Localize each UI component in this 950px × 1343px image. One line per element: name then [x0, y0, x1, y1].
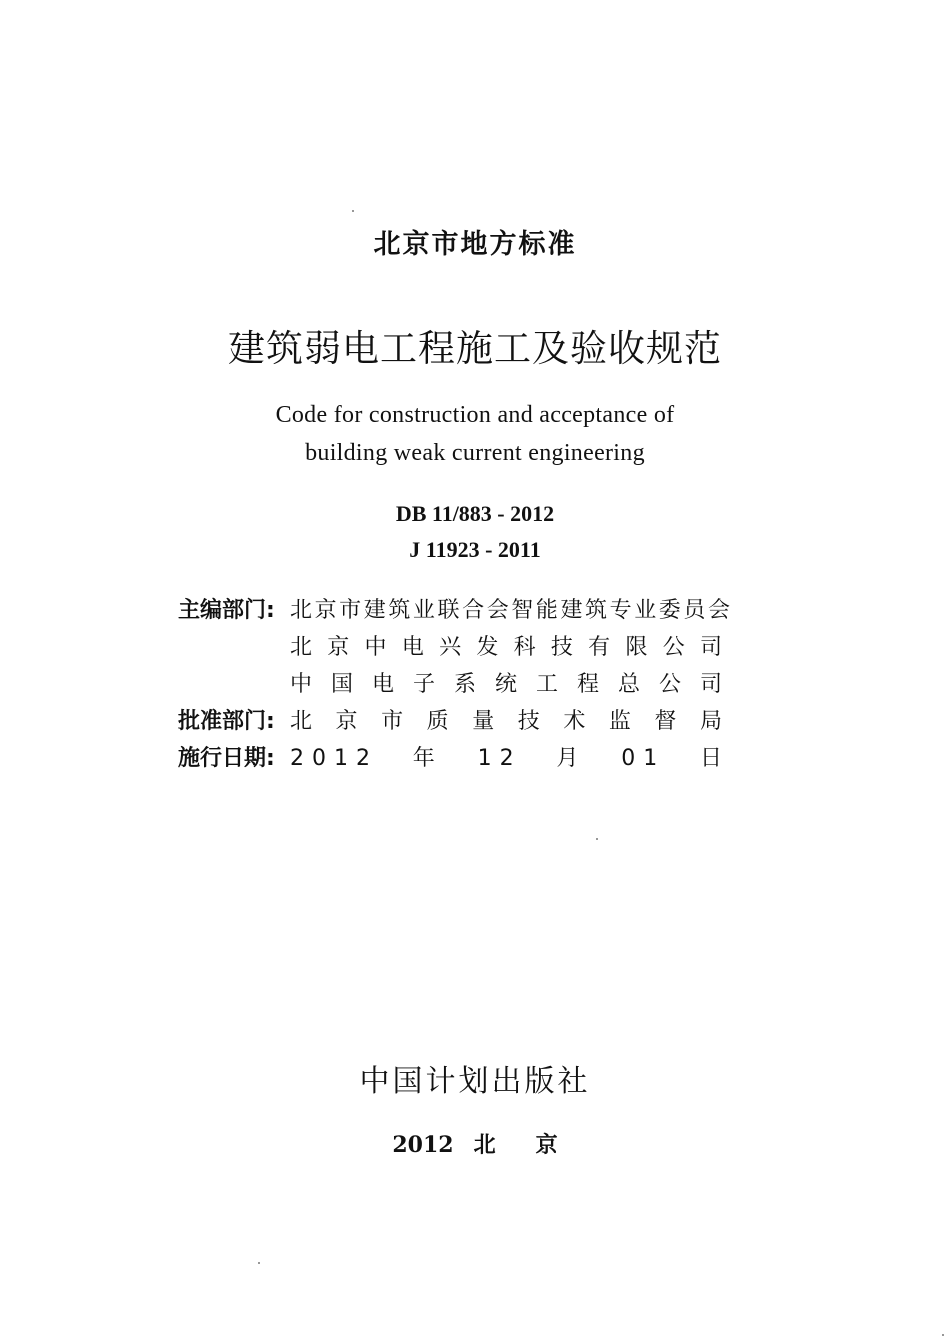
editor-label: 主编部门:	[178, 598, 275, 623]
editor-value-1: 北京市建筑业联合会智能建筑专业委员会	[290, 598, 730, 623]
editor-row-1	[178, 596, 738, 626]
title-english-line-2: building weak current engineering	[305, 440, 645, 466]
code-db: DB 11/883 - 2012	[395, 501, 555, 526]
editor-row-2	[178, 633, 738, 663]
editor-value-3: 中国电子系统工程总公司	[290, 672, 730, 697]
editor-value-2: 北京中电兴发科技有限公司	[290, 635, 730, 660]
date-value: 2012年12月01日	[290, 746, 730, 771]
title-chinese: 建筑弱电工程施工及验收规范	[228, 327, 722, 370]
approver-row	[178, 707, 738, 737]
publication-place-year	[0, 1128, 950, 1159]
standard-codes	[0, 496, 950, 568]
title-english	[0, 396, 950, 472]
approver-label: 批准部门:	[178, 709, 275, 734]
date-row	[178, 744, 738, 774]
standard-series: 北京市地方标准	[373, 229, 577, 260]
city-char-2: 京	[535, 1132, 558, 1158]
date-label: 施行日期:	[178, 746, 275, 771]
code-j: J 11923 - 2011	[409, 537, 541, 562]
editor-row-3	[178, 670, 738, 700]
city-char-1: 北	[473, 1132, 496, 1158]
title-english-line-1: Code for construction and acceptance of	[275, 402, 675, 428]
publication-year: 2012	[392, 1132, 454, 1158]
scan-speck	[596, 838, 598, 840]
publisher-name: 中国计划出版社	[359, 1064, 591, 1099]
approver-value: 北京市质量技术监督局	[290, 709, 730, 734]
scan-speck	[352, 210, 354, 212]
scan-speck	[258, 1262, 260, 1264]
scan-speck	[942, 1334, 944, 1336]
